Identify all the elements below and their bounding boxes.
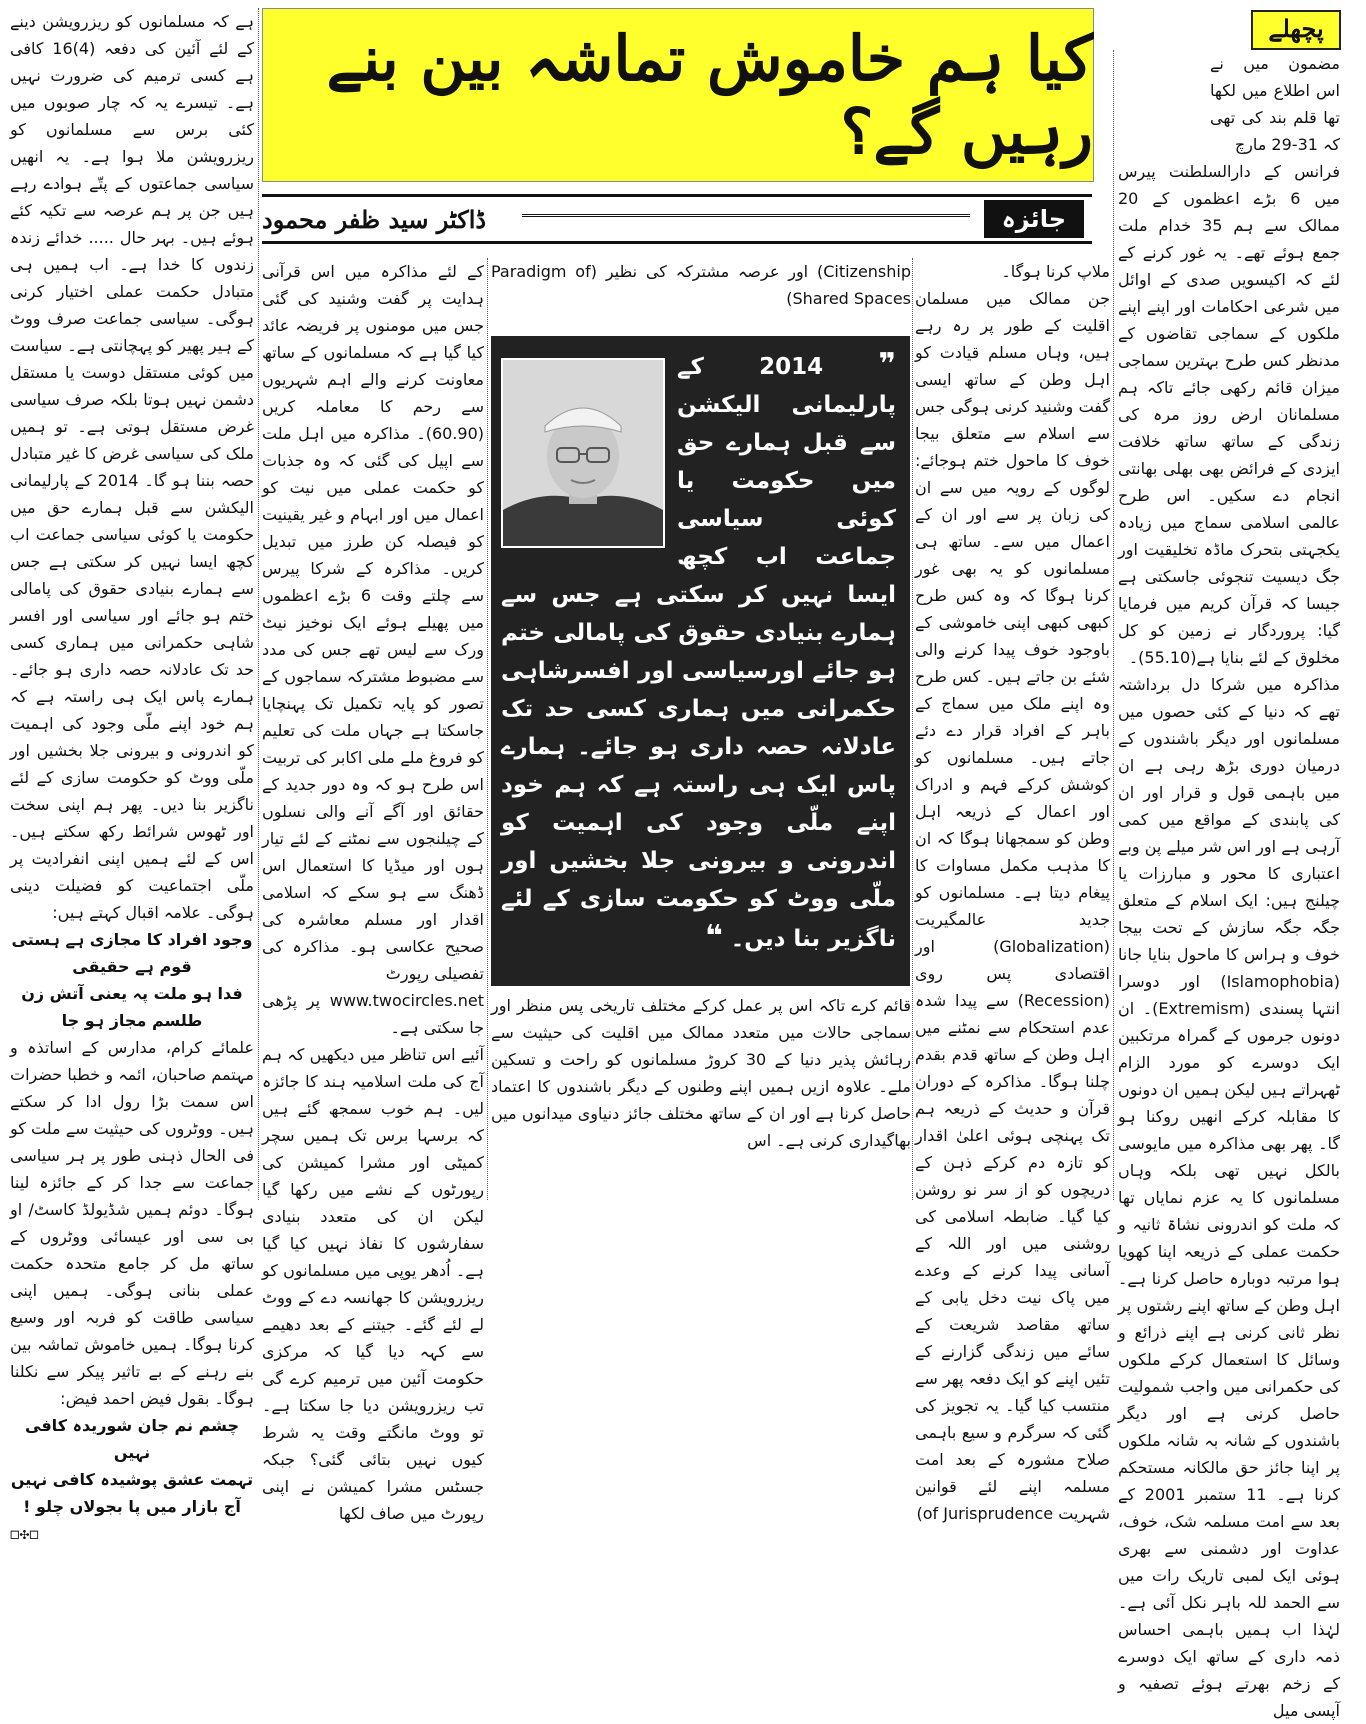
col2-para-2: جن ممالک میں مسلمان اقلیت کے طور پر رہ رہے ہیں، وہاں مسلم قیادت کو اہل وطن کے ساتھ ایسی گفت وشنید کرنی ہوگی جس سے اسلام سے متعلق بیجا خوف کا ماحول ختم ہوجائے: لوگوں کے رویہ میں سے ان کی زبان پر سے اور ان کے اعمال میں سے۔ ساتھ ہی مسلمانوں کو یہ بھی غور کرنا ہوگا کہ وہ کس طرح کبھی کبھی اپنی خاموشی کے باوجود خوف پیدا کرنے والی شئے بن جاتے ہیں۔ کس طرح وہ اپنے ملک میں سماج کے باہر کے افراد قرار دے دئے جاتے ہیں۔ مسلمانوں کو کوشش کرکے فہم و ادراک اور اعمال کے ذریعہ اہل وطن کو سمجھانا ہوگا کہ ان کا مذہب مکمل مساوات کا پیغام دیتا ہے۔ مسلمانوں کو جدید عالمگیریت (Globalization) اور اقتصادی پس روی (Recession) سے پیدا شدہ عدم استحکام سے نمٹنے میں اہل وطن کے ساتھ قدم بقدم چلنا ہوگا۔ مذاکرہ کے دوران قرآن و حدیث کے ذریعہ ہم تک پہنچی ہوئی اعلیٰ اقدار کو تازہ دم کرکے ذہن کے دریچوں کو از سر نو روشن کیا گیا۔ ضابطہ اسلامی کی روشنی میں اور اللہ کے آسانی پیدا کرنے کے وعدے میں پاک نیت دخل یابی کے ساتھ مقاصد شریعت کے سائے میں زندگی گزارنے کے تئیں اپنے کو ایک دفعہ پھر سے منتسب کیا گیا۔ یہ تجویز کی گئی کہ سرگرم و سیع باہمی صلاح مشورہ کے بعد امت مسلمہ اپنے لئے قوانین شہریت of Jurisprudence) — [915, 289, 1110, 1523]
column-divider — [1113, 50, 1114, 1200]
title-banner — [262, 8, 1094, 182]
col2-para-1: ملاپ کرنا ہوگا۔ — [1001, 262, 1110, 281]
column-5 — [10, 8, 255, 1543]
col4-website: www.twocircles.net پر پڑھی جا سکتی ہے۔ — [262, 991, 484, 1037]
series-tab: پچھلے — [1251, 10, 1341, 50]
col1-para-3: مذاکرہ میں شرکا دل برداشتہ تھے کہ دنیا کے کئی حصوں میں مسلمانوں اور دیگر باشندوں کے درمیان دوری بڑھ رہی ہے ان میں باہمی قول و قرار اور ان کی پابندی کے مواقع میں کمی آرہی ہے اور اس شر میلے پن وبے اعتباری کا محور و مبارزات یا چیلنج ہیں: ایک اسلام کے متعلق جگہ جگہ سازش کے تحت بیجا خوف و ہراس کا ماحول بنایا جانا (Islamophobia) اور دوسرا انتہا پسندی (Extremism)۔ ان دونوں جرموں کے گمراہ مرتکبین ایک دوسرے کو مورد الزام ٹھہراتے ہیں لیکن ہمیں ان دونوں کا مقابلہ کرکے انھیں روکنا ہو گا۔ پھر بھی مذاکرہ میں مایوسی بالکل نہیں تھی بلکہ وہاں مسلمانوں کا یہ عزم نمایاں تھا کہ ملت کو اندرونی نشاۃ ثانیہ و حکمت عملی کے ذریعہ اپنا کھویا ہوا مرتبہ دوبارہ حاصل کرنا ہے۔ اہل وطن کے ساتھ اپنے رشتوں پر نظر ثانی کرنی ہے اپنے ذرائع و وسائل کا استعمال کرکے ملکوں کی حکمرانی میں واجب شمولیت حاصل کرنی ہے اور دیگر باشندوں کے شانہ بہ شانہ ملکوں پر اپنا جائز حق مالکانہ مستحکم کرنا ہے۔ 11 ستمبر 2001 کے بعد سے امت مسلمہ شک، خوف، عداوت اور دشمنی سے بھری ہوئی ایک لمبی تاریک رات میں سے الحمد للہ باہر نکل آئی ہے۔ لہٰذا اب ہمیں باہمی احساس ذمہ داری کے ساتھ ایک دوسرے کے زخم بھرتے ہوئے تصفیہ و آپسی میل — [1118, 675, 1341, 1720]
quote-close-mark: ❝ — [705, 919, 723, 954]
col4-para-2: آئیے اس تناظر میں دیکھیں کہ ہم آج کی ملت اسلامیہ ہند کا جائزہ لیں۔ ہم خوب سمجھ گئے ہیں کہ برسہا برس تک ہمیں سچر کمیٹی اور مشرا کمیشن کی رپورٹوں کے نشے میں رکھا گیا لیکن ان کی متعدد بنیادی سفارشوں کا نفاذ نہیں کیا گیا ہے۔ اُدھر یوپی میں مسلمانوں کو ریزرویشن کا جھانسہ دے کے ووٹ لے لئے گئے۔ جیتنے کے بعد دھیمے سے کہہ دیا گیا کہ مرکزی حکومت آئین میں ترمیم کرے گی تب ریزرویشن دیا جا سکتا ہے۔ تو ووٹ مانگتے وقت یہ شرط کیوں نہیں بتائی گئی؟ جبکہ جسٹس مشرا کمیشن نے اپنی رپورٹ میں صاف لکھا — [262, 1045, 484, 1523]
author-portrait-image — [503, 360, 663, 546]
pull-quote — [491, 336, 910, 986]
byline-bar — [262, 194, 1092, 244]
author-photo — [501, 358, 665, 548]
end-mark: ◻✣◻ — [10, 1524, 39, 1543]
faiz-verse-1: چشم نم جان شوریدہ کافی نہیں — [25, 1416, 239, 1462]
author-name: ڈاکٹر سید ظفر محمود — [262, 204, 487, 234]
category-label: جائزہ — [984, 200, 1084, 238]
column-1 — [1118, 50, 1341, 1720]
col5-para-2: علمائے کرام، مدارس کے اساتذہ و مہتمم صاحبان، ائمہ و خطبا حضرات اس سمت بڑا رول ادا کر سکتے ہیں۔ ووٹروں کی حیثیت سے ملت کو فی الحال ذہنی طور پر ہر سیاسی جماعت سے جدا کر کے جائزہ لینا ہوگا۔ دوئم ہمیں شڈیولڈ کاسٹ/ او بی سی اور عیسائی ووٹروں کے ساتھ مل کر جامع متحدہ حکمت عملی بنانی ہوگی۔ ہمیں اپنی سیاسی طاقت کو فربہ اور وسیع کرنا ہوگا۔ ہمیں خاموش تماشہ بین بنے رہنے کے بے تاثیر پیکر سے نکلنا ہوگا۔ بقول فیض احمد فیض: — [10, 1038, 254, 1408]
column-divider — [487, 258, 488, 1200]
iqbal-verse-2: فدا ہو ملت پہ یعنی آتش زن طلسم مجاز ہو جا — [21, 984, 243, 1030]
column-3-top — [491, 258, 911, 332]
faiz-verse-3: آج بازار میں پا بجولاں چلو ! — [23, 1497, 241, 1516]
col5-para-1: ہے کہ مسلمانوں کو ریزرویشن دینے کے لئے آئین کی دفعہ (4)16 کافی ہے کسی ترمیم کی ضرورت نہیں ہے۔ تیسرے یہ کہ چار صوبوں میں کئی برس سے مسلمانوں کو ریزرویشن ملا ہوا ہے۔ یہ انھیں سیاسی جماعتوں کے پتّے ہوادے رہے ہیں جن پر ہم عرصہ سے تکیہ کئے ہوئے ہیں۔ بہر حال ..... خدائے زندہ زندوں کا خدا ہے۔ اب ہمیں ہی متبادل حکمت عملی اختیار کرنی ہوگی۔ سیاسی جماعت صرف ووٹ کے ہیر پھیر کو پہچانتی ہے۔ سیاست میں کوئی مستقل دوست یا مستقل دشمن نہیں ہوتا بلکہ صرف سیاسی غرض مستقل ہوتی ہے۔ تو ہمیں ملک کی سیاسی غرض کا غیر متبادل حصہ بننا ہو گا۔ 2014 کے پارلیمانی الیکشن سے قبل ہمارے حق میں حکومت یا کوئی سیاسی جماعت اب کچھ ایسا نہیں کر سکتی ہے جس سے ہمارے بنیادی حقوق کی پامالی ختم ہو جائے اور سیاسی اور افسر شاہی حکمرانی میں ہماری کسی حد تک عادلانہ حصہ داری ہو جائے۔ ہمارے پاس ایک ہی راستہ ہے کہ ہم خود اپنے ملّی وجود کی اہمیت کو اندرونی و بیرونی جلا بخشیں اور ملّی ووٹ کو حکومت سازی کے لئے ناگزیر بنا دیں۔ پھر ہم اپنی سخت اور ٹھوس شرائط رکھ سکتے ہیں۔ اس کے لئے ہمیں اپنی انفرادیت پر ملّی اجتماعیت کو فضیلت دینی ہوگی۔ علامہ اقبال کہتے ہیں: — [10, 12, 255, 922]
column-4 — [262, 258, 484, 1523]
column-3-bottom — [491, 992, 911, 1200]
col4-para-1: کے لئے مذاکرہ میں اس قرآنی ہدایت پر گفت وشنید کی گئی جس میں مومنوں پر فریضہ عائد کیا گیا ہے کہ مسلمانوں کے ساتھ معاونت کرنے والے اہم شہریوں سے رحم کا معاملہ کریں (60.90)۔ مذاکرہ میں اہل ملت سے اپیل کی گئی کہ وہ جذبات کو حکمت عملی میں نیت کو اعمال میں اور ابہام و غیر یقینیت کو فیصلہ کن طرز میں تبدیل کریں۔ مذاکرہ کے شرکا پیرس سے چلتے وقت 6 بڑے اعظموں میں پھیلے ہوئے ایک نوخیز نیٹ ورک سے لیس تھے جس کی مدد سے مضبوط مشترکہ سماجوں کے تصور کو پایہ تکمیل تک پہنچایا جاسکتا ہے جہاں ملت کی تعلیم کو فروغ ملے ملی اکابر کی تربیت اس طرح ہو کہ وہ دور جدید کے حقائق اور آگے آنے والی نسلوں کے چیلنجوں سے نمٹنے کے لئے تیار ہوں اور میڈیا کا استعمال اس ڈھنگ سے ہو سکے کہ اسلامی اقدار اور مسلم معاشرہ کی صحیح عکاسی ہو۔ مذاکرہ کی تفصیلی رپورٹ — [262, 262, 484, 983]
article-title: کیا ہم خاموش تماشہ بین بنے رہیں گے؟ — [326, 22, 1093, 168]
col1-para-2: فرانس کے دارالسلطنت پیرس میں 6 بڑے اعظموں کے 20 ممالک سے ہم 35 خدام ملت جمع ہوئے تھے۔ یہ غور کرنے کے لئے کہ اکیسویں صدی کے اوائل میں شرعی احکامات اور اپنے اپنے ملکوں کے سماجی تقاضوں کے مدنظر کس طرح بہترین سماجی میزان قائم رکھی جائے تاکہ ہم مسلمانان ارض روز مرہ کی زندگی کے ساتھ ساتھ خلافت ایزدی کے فرائض بھی بھلی بھانتی انجام دے سکیں۔ اس طرح عالمی اسلامی سماج میں زیادہ یکجہتی بتحرک ماڈہ تخلیقیت اور جگ دیسیت تنجوئی جاسکتی ہے جیسا کہ قرآن کریم میں فرمایا گیا: پروردگار نے زمین کو کل مخلوق کے لئے بنایا ہے(55.10)۔ — [1118, 162, 1340, 667]
col3-para-2: قائم کرے تاکہ اس پر عمل کرکے مختلف تاریخی پس منظر اور سماجی حالات میں متعدد ممالک میں اقلیت کی حیثیت سے رہائش پذیر دنیا کے 30 کروڑ مسلمانوں کو راحت و تسکین ملے۔ علاوہ ازیں ہمیں اپنے وطنوں کے دیگر باشندوں کا اعتماد حاصل کرنا ہے اور ان کے ساتھ مختلف جائز دنیاوی میدانوں میں بھاگیداری کرنی ہے۔ اس — [491, 996, 911, 1150]
iqbal-verse-1: وجود افراد کا مجازی ہے ہستی قوم ہے حقیقی — [11, 930, 253, 976]
quote-open-mark: ❞ — [878, 347, 896, 382]
column-2 — [915, 258, 1110, 1523]
column-divider — [258, 8, 259, 1200]
byline-rule — [522, 214, 970, 225]
col3-para-1: Citizenship) اور عرصہ مشترکہ کی نظیر (Paradigm of Shared Spaces) — [491, 262, 911, 308]
column-divider — [912, 258, 913, 1200]
col1-para-1: مضمون میں نے اس اطلاع میں لکھا تھا قلم بند کی تھی کہ 31-29 مارچ — [1210, 54, 1340, 154]
faiz-verse-2: تہمت عشق پوشیدہ کافی نہیں — [10, 1470, 254, 1489]
pull-quote-text: 2014 کے پارلیمانی الیکشن سے قبل ہمارے حق میں حکومت یا کوئی سیاسی جماعت اب کچھ ایسا نہیں کر سکتی ہے جس سے ہمارے بنیادی حقوق کی پامالی ختم ہو جائے اورسیاسی اور افسرشاہی حکمرانی میں ہماری کسی حد تک عادلانہ حصہ داری ہو جائے۔ ہمارے پاس ایک ہی راستہ ہے کہ ہم خود اپنے ملّی وجود کی اہمیت کو اندرونی و بیرونی جلا بخشیں اور ملّی ووٹ کو حکومت سازی کے لئے ناگزیر بنا دیں۔ — [501, 354, 896, 952]
